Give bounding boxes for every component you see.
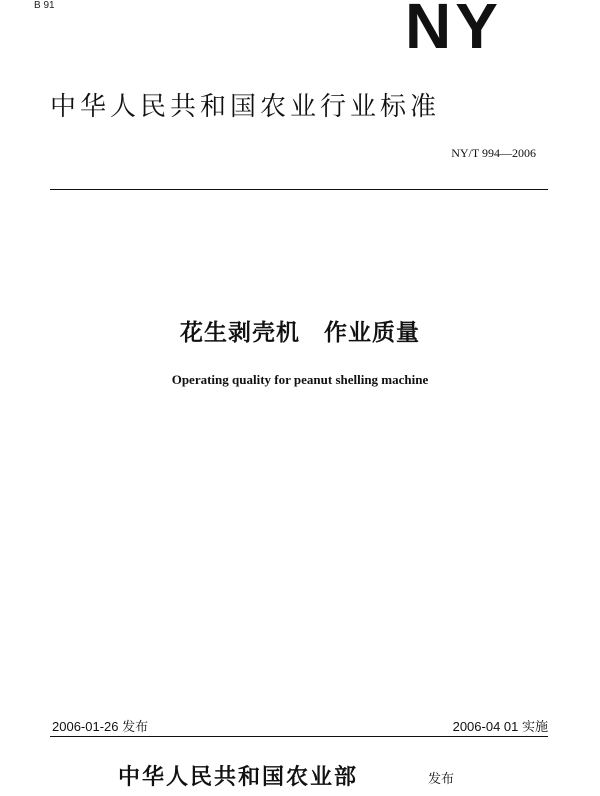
issue-date: 2006-01-26 发布 [52,719,149,734]
implementation-date: 2006-04 01 实施 [452,719,548,734]
document-title-chinese: 花生剥壳机 作业质量 [180,320,420,346]
document-title-english: Operating quality for peanut shelling machine [171,372,429,387]
bottom-divider [50,736,548,737]
ny-logo: NY [405,0,502,62]
standard-number: NY/T 994—2006 [451,146,536,160]
footer-issue-label: 发布 [428,772,455,787]
top-divider [50,189,548,190]
ccs-code: B 91 [34,0,55,11]
footer-issuer: 中华人民共和国农业部 [118,765,359,790]
issuer-title: 中华人民共和国农业行业标准 [50,92,441,122]
